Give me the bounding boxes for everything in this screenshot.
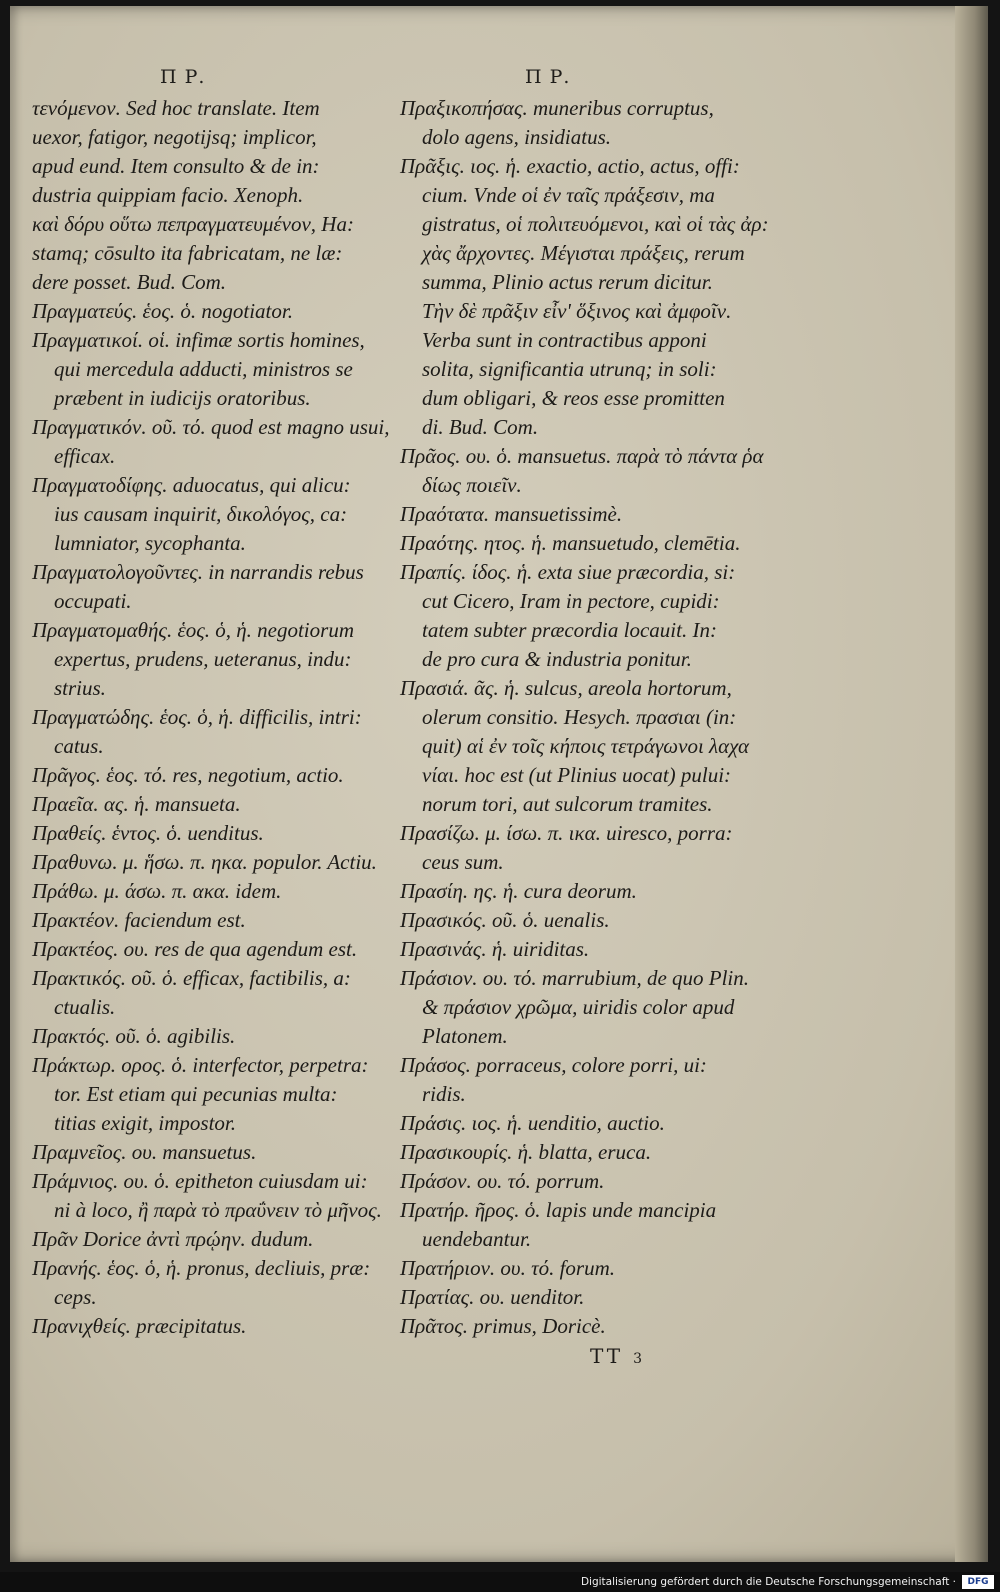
text-line: Πρᾶξις. ιος. ἡ. exactio, actio, actus, offi: xyxy=(400,154,740,178)
text-line: Πραγματοδίφης. aduocatus, qui alicu: xyxy=(32,473,351,497)
page-edge xyxy=(955,6,988,1562)
text-line: Πραγματολογοῦντες. in narrandis rebus xyxy=(32,560,364,584)
text-line: καὶ δόρυ οὕτω πεπραγματευμένον, Ha: xyxy=(32,212,354,236)
text-line: Platonem. xyxy=(422,1024,508,1048)
text-line: Πρατήριον. ου. τό. forum. xyxy=(400,1256,616,1280)
text-line: Πρᾶγος. ἑος. τό. res, negotium, actio. xyxy=(32,763,344,787)
text-line: norum tori, aut sulcorum tramites. xyxy=(422,792,713,816)
left-column xyxy=(32,94,390,1341)
text-line: dere posset. Bud. Com. xyxy=(32,270,227,294)
text-line: Πρασίη. ης. ἡ. cura deorum. xyxy=(400,879,637,903)
text-line: Πραότης. ητος. ἡ. mansuetudo, clemētia. xyxy=(400,531,741,555)
text-line: Πραγματώδης. ἑος. ὁ, ἡ. difficilis, intri: xyxy=(32,705,362,729)
right-column xyxy=(400,94,769,1341)
text-line: Πράσος. porraceus, colore porri, ui: xyxy=(400,1053,707,1077)
text-line: ceps. xyxy=(54,1285,97,1309)
text-line: Πραπίς. ίδος. ἡ. exta siue præcordia, si: xyxy=(400,560,736,584)
text-line: Πρᾶος. ου. ὁ. mansuetus. παρὰ τὸ πάντα ῥα xyxy=(400,444,764,468)
signature-letters: TT xyxy=(590,1344,624,1368)
text-line: Πρακτός. οῦ. ὁ. agibilis. xyxy=(32,1024,236,1048)
signature-number: 3 xyxy=(633,1351,645,1367)
text-line: di. Bud. Com. xyxy=(422,415,539,439)
text-line: cium. Vnde οἱ ἐν ταῖς πράξεσιν, ma xyxy=(422,183,715,207)
text-line: Πρᾶτος. primus, Doricè. xyxy=(400,1314,606,1338)
text-line: catus. xyxy=(54,734,104,758)
text-line: lumniator, sycophanta. xyxy=(54,531,246,555)
text-line: Πρασιά. ᾶς. ἡ. sulcus, areola hortorum, xyxy=(400,676,732,700)
running-head-right: Π Ρ. xyxy=(525,66,571,88)
signature-mark xyxy=(590,1344,645,1368)
text-line: Πράμνιος. ου. ὁ. epitheton cuiusdam ui: xyxy=(32,1169,368,1193)
text-line: Πρασινάς. ἡ. uiriditas. xyxy=(400,937,590,961)
text-line: νίαι. hoc est (ut Plinius uocat) pului: xyxy=(422,763,732,787)
text-line: Πράκτωρ. ορος. ὁ. interfector, perpetra: xyxy=(32,1053,369,1077)
text-line: Πρανιχθείς. præcipitatus. xyxy=(32,1314,247,1338)
text-line: occupati. xyxy=(54,589,132,613)
text-line: Πρασικουρίς. ἡ. blatta, eruca. xyxy=(400,1140,652,1164)
text-line: Πράσον. ου. τό. porrum. xyxy=(400,1169,605,1193)
text-line: Πραγματεύς. ἑος. ὁ. nogotiator. xyxy=(32,299,293,323)
text-line: stamq; cōsulto ita fabricatam, ne læ: xyxy=(32,241,343,265)
text-line: Πρακτέον. faciendum est. xyxy=(32,908,246,932)
text-line: ctualis. xyxy=(54,995,116,1019)
text-line: qui mercedula adducti, ministros se xyxy=(54,357,353,381)
text-line: de pro cura & industria ponitur. xyxy=(422,647,692,671)
text-line: Πράθω. μ. άσω. π. ακα. idem. xyxy=(32,879,282,903)
text-line: Πρασίζω. μ. ίσω. π. ικα. uiresco, porra: xyxy=(400,821,733,845)
text-line: δίως ποιεῖν. xyxy=(422,473,522,497)
text-line: uendebantur. xyxy=(422,1227,532,1251)
text-line: dustria quippiam facio. Xenoph. xyxy=(32,183,304,207)
text-line: gistratus, οἱ πολιτευόμενοι, καὶ οἱ τὰς ἀρ: xyxy=(422,212,769,236)
text-line: Πρατήρ. ῆρος. ὁ. lapis unde mancipia xyxy=(400,1198,717,1222)
text-line: Πραθείς. ἑντος. ὁ. uenditus. xyxy=(32,821,264,845)
text-line: Πράσις. ιος. ἡ. uenditio, auctio. xyxy=(400,1111,665,1135)
text-line: Πρασικός. οῦ. ὁ. uenalis. xyxy=(400,908,610,932)
text-line: Πρανής. ἑος. ὁ, ἡ. pronus, decliuis, præ: xyxy=(32,1256,371,1280)
text-line: Πράσιον. ου. τό. marrubium, de quo Plin. xyxy=(400,966,750,990)
text-line: Πραθυνω. μ. ἥσω. π. ηκα. populor. Actiu. xyxy=(32,850,377,874)
text-line: Πραγματομαθής. ἑος. ὁ, ἡ. negotiorum xyxy=(32,618,354,642)
text-line: & πράσιον χρῶμα, uiridis color apud xyxy=(422,995,735,1019)
text-line: apud eund. Item consulto & de in: xyxy=(32,154,320,178)
book-page xyxy=(10,6,988,1562)
text-line: Πρακτέος. ου. res de qua agendum est. xyxy=(32,937,358,961)
text-line: tor. Est etiam qui pecunias multa: xyxy=(54,1082,338,1106)
text-line: uexor, fatigor, negotijsq; implicor, xyxy=(32,125,317,149)
text-line: cut Cicero, Iram in pectore, cupidi: xyxy=(422,589,720,613)
text-line: præbent in iudicijs oratoribus. xyxy=(54,386,311,410)
text-line: Πραότατα. mansuetissimè. xyxy=(400,502,623,526)
text-line: ius causam inquirit, δικολόγος, ca: xyxy=(54,502,348,526)
text-line: dum obligari, & reos esse promitten xyxy=(422,386,725,410)
text-line: dolo agens, insidiatus. xyxy=(422,125,612,149)
text-line: τενόμενον. Sed hoc translate. Item xyxy=(32,96,320,120)
text-line: Πραεῖα. ας. ἡ. mansueta. xyxy=(32,792,241,816)
footer-bar xyxy=(0,1572,1000,1592)
dfg-logo: DFG xyxy=(962,1575,994,1589)
text-line: expertus, prudens, ueteranus, indu: xyxy=(54,647,352,671)
text-line: summa, Plinio actus rerum dicitur. xyxy=(422,270,713,294)
text-line: ni à loco, ἢ παρὰ τὸ πραΰνειν τὸ μῆνος. xyxy=(54,1198,382,1222)
text-line: Τὴν δὲ πρᾶξιν εἶν' ὅξινος καὶ ἀμφοῖν. xyxy=(422,299,732,323)
text-line: efficax. xyxy=(54,444,116,468)
running-head-left: Π Ρ. xyxy=(160,66,206,88)
text-line: titias exigit, impostor. xyxy=(54,1111,237,1135)
text-line: olerum consitio. Hesych. πρασιαι (in: xyxy=(422,705,737,729)
text-line: solita, significantia utrunq; in soli: xyxy=(422,357,717,381)
text-line: Πραμνεῖος. ου. mansuetus. xyxy=(32,1140,257,1164)
text-line: Πραξικοπήσας. muneribus corruptus, xyxy=(400,96,714,120)
text-line: Πρατίας. ου. uenditor. xyxy=(400,1285,585,1309)
text-line: strius. xyxy=(54,676,106,700)
text-line: quit) αἱ ἐν τοῖς κήποις τετράγωνοι λαχα xyxy=(422,734,749,758)
text-line: tatem subter præcordia locauit. In: xyxy=(422,618,717,642)
text-line: Πραγματικοί. οἱ. infimæ sortis homines, xyxy=(32,328,365,352)
text-line: ceus sum. xyxy=(422,850,504,874)
text-line: χὰς ἄρχοντες. Μέγισται πράξεις, rerum xyxy=(422,241,745,265)
text-line: ridis. xyxy=(422,1082,466,1106)
text-line: Πραγματικόν. οῦ. τό. quod est magno usui, xyxy=(32,415,390,439)
text-line: Πρᾶν Dorice ἀντὶ πρῴην. dudum. xyxy=(32,1227,314,1251)
text-line: Πρακτικός. οῦ. ὁ. efficax, factibilis, a: xyxy=(32,966,351,990)
footer-credit: Digitalisierung gefördert durch die Deutsche Forschungsgemeinschaft · xyxy=(580,1576,956,1588)
text-line: Verba sunt in contractibus apponi xyxy=(422,328,707,352)
